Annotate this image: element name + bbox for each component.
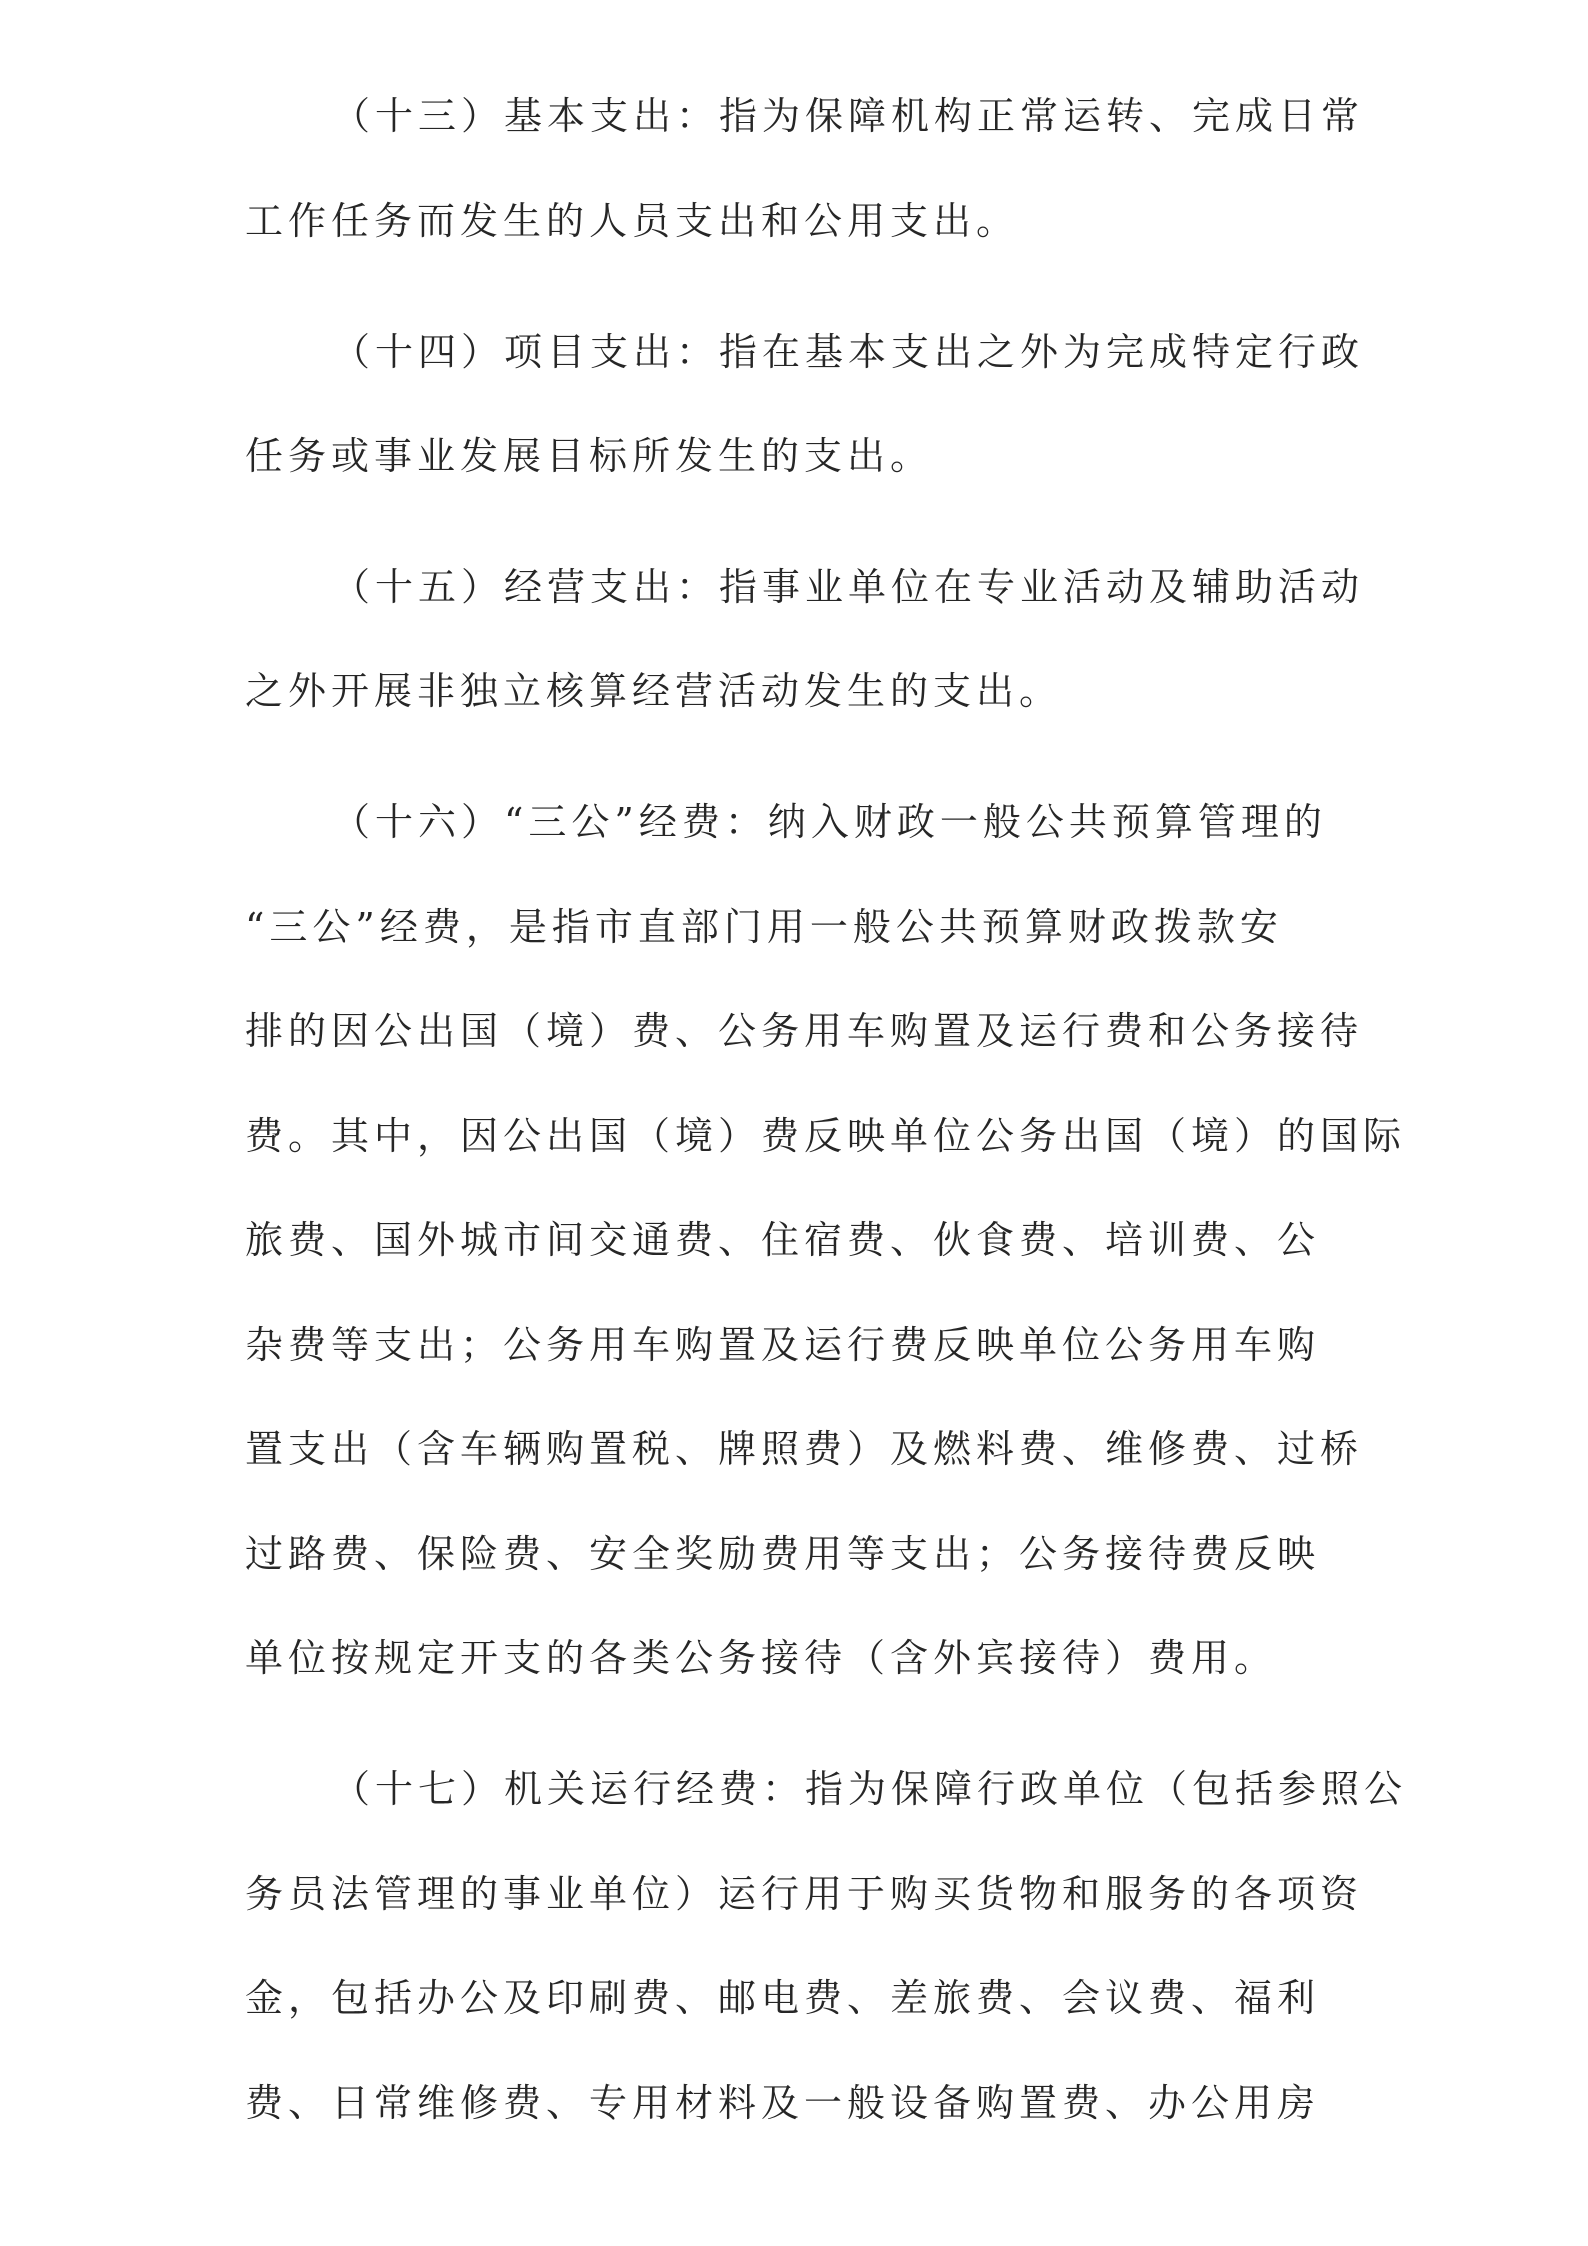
section-14-line-1: （十四）项目支出：指在基本支出之外为完成特定行政 [332,330,1365,374]
section-17-line-3: 金，包括办公及印刷费、邮电费、差旅费、会议费、福利 [245,1976,1321,2020]
section-16-line-5: 旅费、国外城市间交通费、住宿费、伙食费、培训费、公 [245,1218,1321,1262]
section-16-line-3: 排的因公出国（境）费、公务用车购置及运行费和公务接待 [245,1009,1364,1053]
section-16-line-9: 单位按规定开支的各类公务接待（含外宾接待）费用。 [245,1636,1278,1680]
section-17-line-4: 费、日常维修费、专用材料及一般设备购置费、办公用房 [245,2081,1321,2125]
section-13-line-1: （十三）基本支出：指为保障机构正常运转、完成日常 [332,94,1365,138]
section-16-line-2: “三公”经费，是指市直部门用一般公共预算财政拨款安 [245,905,1283,949]
section-17-line-1: （十七）机关运行经费：指为保障行政单位（包括参照公 [332,1767,1408,1811]
section-16-line-4: 费。其中，因公出国（境）费反映单位公务出国（境）的国际 [245,1114,1407,1158]
section-14-line-2: 任务或事业发展目标所发生的支出。 [245,434,934,478]
section-15-line-1: （十五）经营支出：指事业单位在专业活动及辅助活动 [332,565,1365,609]
section-17-line-2: 务员法管理的事业单位）运行用于购买货物和服务的各项资 [245,1872,1364,1916]
section-16-line-8: 过路费、保险费、安全奖励费用等支出；公务接待费反映 [245,1532,1321,1576]
section-16-line-7: 置支出（含车辆购置税、牌照费）及燃料费、维修费、过桥 [245,1427,1364,1471]
section-16-line-1: （十六）“三公”经费：纳入财政一般公共预算管理的 [332,800,1327,844]
section-16-line-6: 杂费等支出；公务用车购置及运行费反映单位公务用车购 [245,1323,1321,1367]
section-13-line-2: 工作任务而发生的人员支出和公用支出。 [245,199,1020,243]
section-15-line-2: 之外开展非独立核算经营活动发生的支出。 [245,669,1063,713]
